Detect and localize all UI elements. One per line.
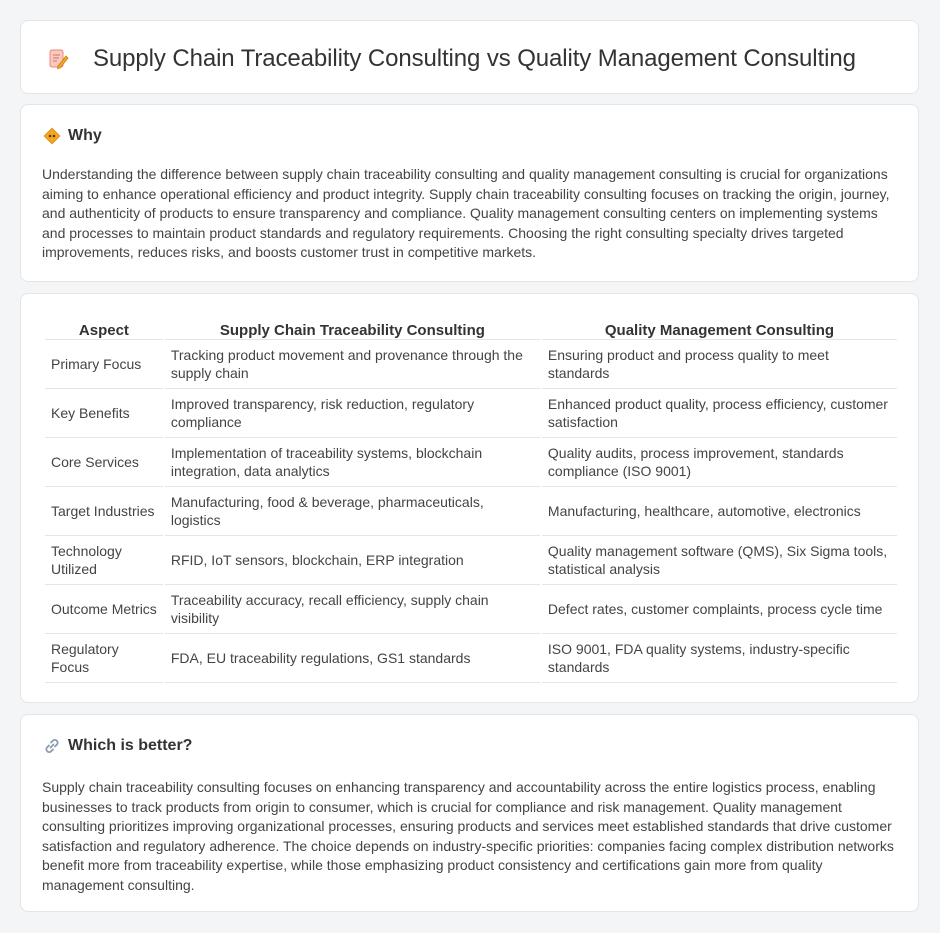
row-traceability: Manufacturing, food & beverage, pharmaceuticals, logistics	[165, 487, 540, 536]
row-quality: ISO 9001, FDA quality systems, industry-specific standards	[542, 634, 897, 683]
row-aspect: Regulatory Focus	[45, 634, 163, 683]
row-quality: Quality audits, process improvement, standards compliance (ISO 9001)	[542, 438, 897, 487]
row-aspect: Target Industries	[45, 487, 163, 536]
table-header-row	[45, 316, 897, 340]
why-section	[20, 104, 919, 282]
row-quality: Defect rates, customer complaints, process cycle time	[542, 585, 897, 634]
table-row	[45, 585, 897, 634]
row-aspect: Key Benefits	[45, 389, 163, 438]
header-quality: Quality Management Consulting	[542, 316, 897, 340]
table-row	[45, 487, 897, 536]
diamond-sign-icon	[43, 127, 61, 145]
better-body: Supply chain traceability consulting focuses on enhancing transparency and accountability across the entire logistics process, enabling businesses to track products from origin to consumer, which is crucial for compliance and risk management. Quality management consulting prioritizes improving organizational processes, ensuring products and services meet established standards that drive customer satisfaction and regulatory adherence. The choice depends on industry-specific priorities: companies facing complex distribution networks benefit more from traceability expertise, while those emphasizing product consistency and certifications gain more from quality management consulting.	[42, 779, 894, 893]
row-quality: Enhanced product quality, process efficiency, customer satisfaction	[542, 389, 897, 438]
row-traceability: Improved transparency, risk reduction, regulatory compliance	[165, 389, 540, 438]
row-traceability: Implementation of traceability systems, blockchain integration, data analytics	[165, 438, 540, 487]
row-traceability: Tracking product movement and provenance through the supply chain	[165, 340, 540, 389]
header-aspect: Aspect	[45, 316, 163, 340]
comparison-section	[20, 293, 919, 703]
table-row	[45, 634, 897, 683]
document-pencil-icon	[47, 48, 69, 70]
row-aspect: Core Services	[45, 438, 163, 487]
row-quality: Ensuring product and process quality to meet standards	[542, 340, 897, 389]
row-quality: Manufacturing, healthcare, automotive, electronics	[542, 487, 897, 536]
table-row	[45, 438, 897, 487]
why-body: Understanding the difference between supply chain traceability consulting and quality management consulting is crucial for organizations aiming to enhance operational efficiency and product integrity. Supply chain traceability consulting focuses on tracking the origin, journey, and authenticity of products to ensure transparency and compliance. Quality management consulting centers on implementing systems and processes to maintain product standards and regulatory requirements. Choosing the right consulting specialty drives targeted improvements, reduces risks, and boosts customer trust in competitive markets.	[42, 166, 890, 260]
row-aspect: Primary Focus	[45, 340, 163, 389]
header-traceability: Supply Chain Traceability Consulting	[165, 316, 540, 340]
better-title: Which is better?	[68, 737, 193, 754]
row-traceability: FDA, EU traceability regulations, GS1 standards	[165, 634, 540, 683]
page-title: Supply Chain Traceability Consulting vs Quality Management Consulting	[93, 45, 856, 72]
better-heading	[43, 737, 192, 755]
title-row	[47, 45, 856, 73]
which-better-section	[20, 714, 919, 912]
header-card	[20, 20, 919, 94]
why-title: Why	[68, 127, 102, 144]
row-traceability: Traceability accuracy, recall efficiency, supply chain visibility	[165, 585, 540, 634]
row-quality: Quality management software (QMS), Six Sigma tools, statistical analysis	[542, 536, 897, 585]
table-row	[45, 340, 897, 389]
why-heading	[43, 127, 102, 145]
row-aspect: Outcome Metrics	[45, 585, 163, 634]
row-traceability: RFID, IoT sensors, blockchain, ERP integration	[165, 536, 540, 585]
row-aspect: Technology Utilized	[45, 536, 163, 585]
link-icon	[43, 737, 61, 755]
table-row	[45, 536, 897, 585]
table-row	[45, 389, 897, 438]
comparison-table	[43, 316, 899, 683]
